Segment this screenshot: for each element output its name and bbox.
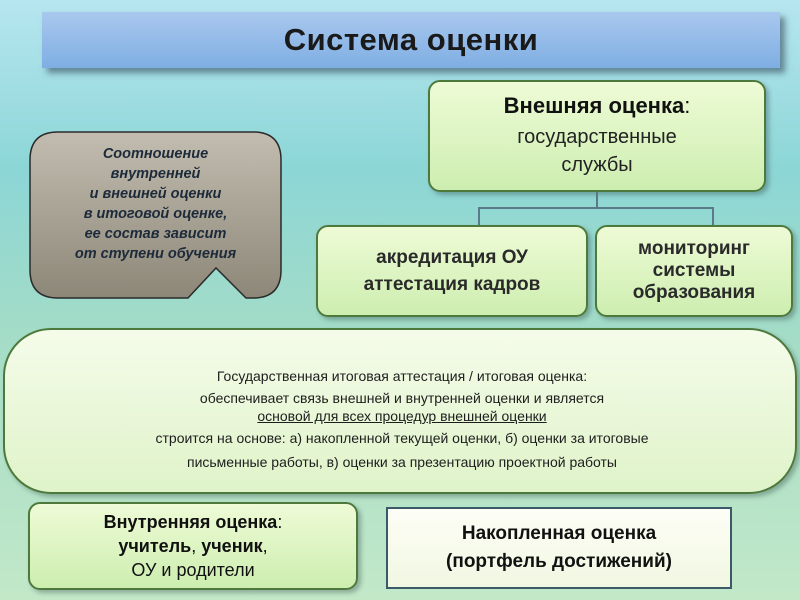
final-attestation-heading: Государственная итоговая аттестация / итоговая оценка: xyxy=(216,368,588,384)
connector-horizontal xyxy=(478,207,714,209)
connector-left-drop xyxy=(478,207,480,225)
ratio-line: и внешней оценки xyxy=(89,186,222,202)
internal-comma: , xyxy=(262,536,268,556)
monitoring-line3: образования xyxy=(632,282,756,303)
external-assessment-colon: : xyxy=(684,93,691,118)
final-attestation-line3: основой для всех процедур внешней оценки xyxy=(257,408,547,424)
title-banner xyxy=(42,12,780,68)
page-title: Система оценки xyxy=(283,22,539,57)
final-attestation-line4: строится на основе: а) накопленной текущей оценки, б) оценки за итоговые xyxy=(155,430,649,446)
ratio-callout xyxy=(28,130,283,302)
internal-assessment-title: Внутренняя оценка xyxy=(103,512,278,532)
final-attestation-box xyxy=(3,328,797,494)
internal-student: ученик xyxy=(201,536,263,556)
portfolio-line2: (портфель достижений) xyxy=(446,551,672,572)
ratio-line: от ступени обучения xyxy=(74,246,237,262)
internal-comma: , xyxy=(191,536,202,556)
portfolio-box xyxy=(386,507,732,589)
internal-assessment-box xyxy=(28,502,358,590)
ratio-line: ее состав зависит xyxy=(84,226,227,242)
ratio-line: внутренней xyxy=(110,166,201,182)
final-attestation-line5: письменные работы, в) оценки за презентацию проектной работы xyxy=(186,454,617,470)
ratio-line: Соотношение xyxy=(102,146,209,162)
connector-right-drop xyxy=(712,207,714,225)
external-assessment-line1: государственные xyxy=(517,126,677,148)
accreditation-line1: акредитация ОУ xyxy=(376,247,528,268)
monitoring-line2: системы xyxy=(652,260,736,281)
internal-teacher: учитель xyxy=(118,536,192,556)
connector-vertical xyxy=(596,192,598,208)
ratio-text xyxy=(28,144,283,264)
monitoring-line1: мониторинг xyxy=(638,238,750,259)
portfolio-line1: Накопленная оценка xyxy=(461,523,657,544)
external-assessment-line2: службы xyxy=(561,154,633,176)
external-assessment-title: Внешняя оценка xyxy=(503,93,685,118)
internal-assessment-line3: ОУ и родители xyxy=(131,560,255,580)
monitoring-box xyxy=(595,225,793,317)
ratio-line: в итоговой оценке, xyxy=(83,206,228,222)
internal-assessment-colon: : xyxy=(277,512,283,532)
accreditation-line2: аттестация кадров xyxy=(363,274,541,295)
accreditation-box xyxy=(316,225,588,317)
external-assessment-box xyxy=(428,80,766,192)
final-attestation-line2: обеспечивает связь внешней и внутренней оценки и является xyxy=(199,390,605,406)
